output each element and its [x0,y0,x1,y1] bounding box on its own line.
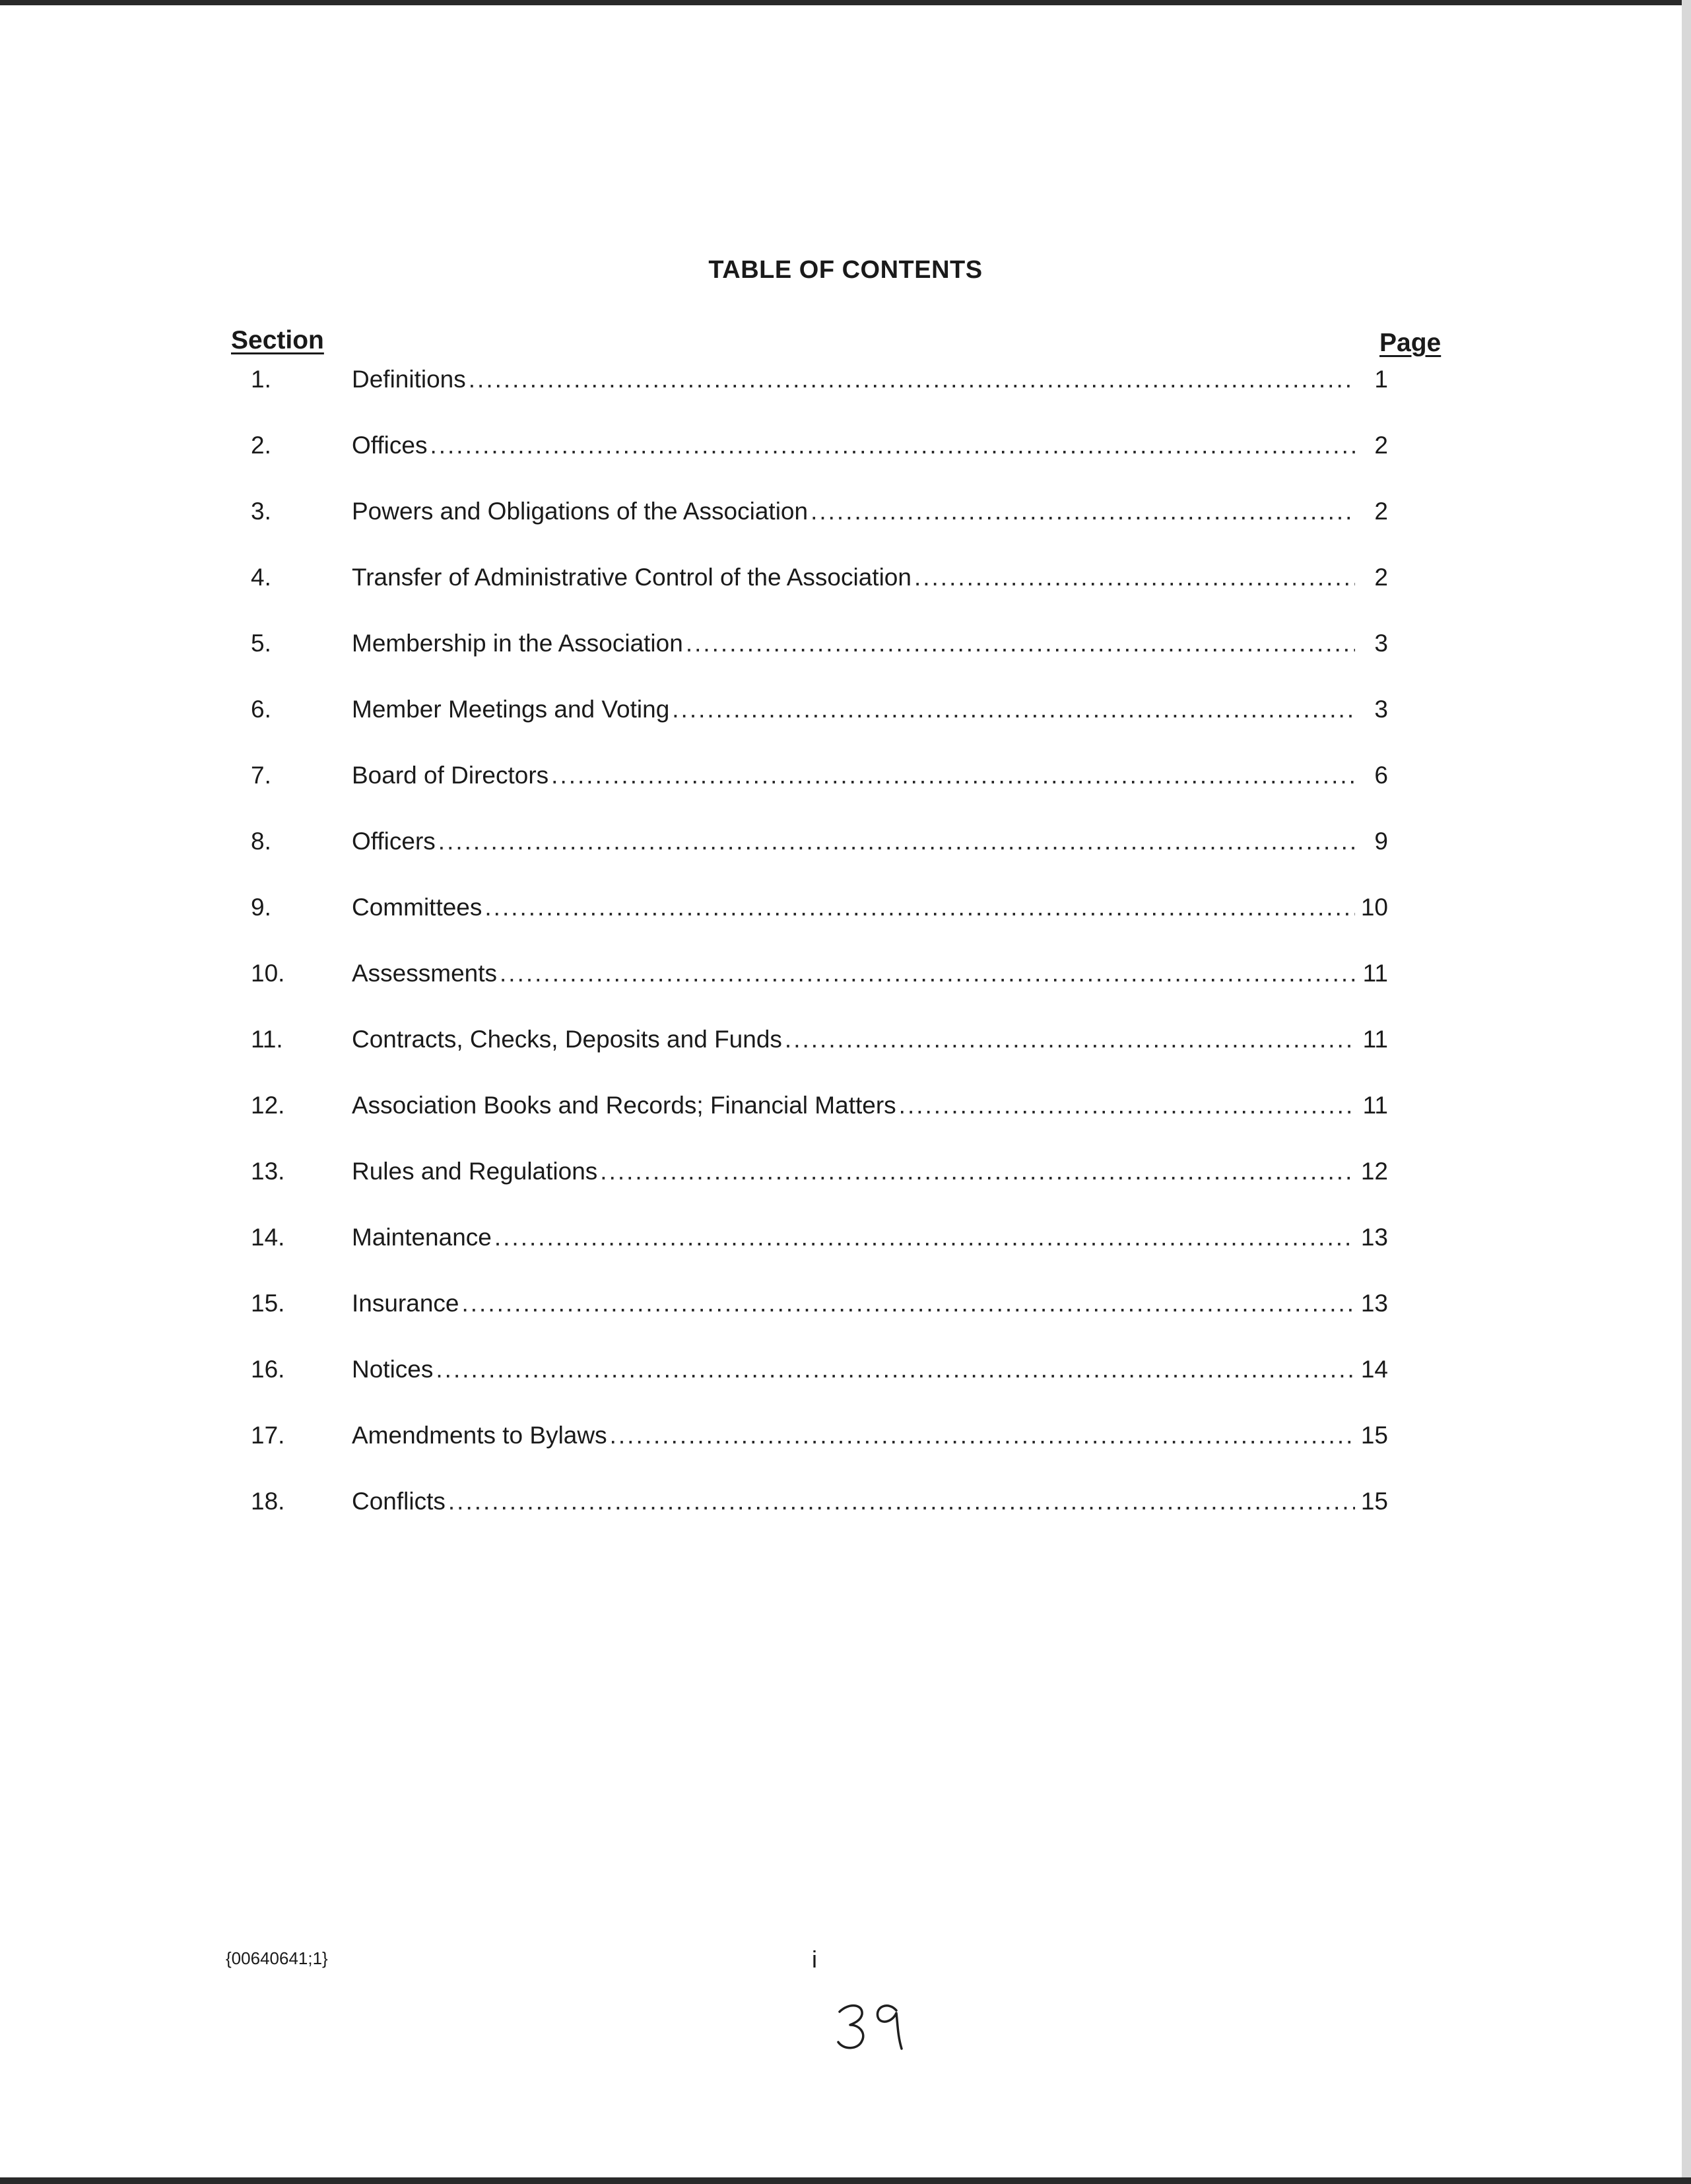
toc-page-number: 2 [1374,564,1388,591]
toc-entry-line [352,690,1388,729]
section-column-header: Section [231,326,324,354]
toc-section-title: Amendments to Bylaws [352,1422,607,1449]
dot-leader [811,492,1355,531]
toc-entry [0,1350,1691,1389]
page-title: TABLE OF CONTENTS [708,256,983,284]
toc-entry [0,492,1691,531]
toc-entry-line [352,1416,1388,1455]
toc-page-number: 3 [1374,696,1388,723]
toc-page-number: 2 [1374,498,1388,525]
toc-section-number: 12. [251,1092,285,1119]
toc-section-title: Insurance [352,1290,459,1317]
toc-entry-line [352,492,1388,531]
toc-section-number: 10. [251,960,285,987]
handwritten-page-number [833,1997,912,2057]
toc-section-number: 7. [251,762,271,789]
toc-page-number: 1 [1374,366,1388,393]
toc-entry [0,1482,1691,1521]
toc-entry-line [352,1482,1388,1521]
toc-entry [0,822,1691,861]
dot-leader [610,1416,1355,1455]
scan-edge-bottom [0,2177,1691,2184]
toc-entry-line [352,624,1388,663]
toc-section-title: Committees [352,894,482,921]
toc-entry-line [352,888,1388,927]
toc-entry-line [352,1020,1388,1059]
page-column-header: Page [1379,329,1442,357]
toc-entry [0,1020,1691,1059]
toc-section-title: Transfer of Administrative Control of the Association [352,564,912,591]
toc-section-title: Membership in the Association [352,630,683,657]
dot-leader [436,1350,1355,1389]
toc-page-number: 2 [1374,432,1388,459]
toc-section-number: 4. [251,564,271,591]
scan-edge-top [0,0,1691,5]
dot-leader [899,1086,1355,1125]
toc-section-title: Definitions [352,366,466,393]
toc-section-title: Contracts, Checks, Deposits and Funds [352,1026,782,1053]
dot-leader [672,690,1355,729]
toc-entry [0,1284,1691,1323]
toc-section-number: 1. [251,366,271,393]
dot-leader [914,558,1355,597]
toc-section-number: 5. [251,630,271,657]
toc-section-number: 8. [251,828,271,855]
toc-entry-line [352,822,1388,861]
page-number: i [812,1946,817,1973]
toc-entry [0,1086,1691,1125]
toc-section-title: Board of Directors [352,762,549,789]
toc-page-number: 15 [1360,1422,1388,1449]
toc-entry-line [352,1350,1388,1389]
toc-page-number: 3 [1374,630,1388,657]
toc-section-number: 3. [251,498,271,525]
toc-entry-line [352,756,1388,795]
toc-section-number: 14. [251,1224,285,1251]
toc-section-title: Notices [352,1356,434,1383]
dot-leader [686,624,1355,663]
toc-entry [0,756,1691,795]
toc-entry [0,888,1691,927]
toc-entry-line [352,1218,1388,1257]
toc-entry-line [352,360,1388,399]
toc-entry [0,954,1691,993]
toc-section-title: Rules and Regulations [352,1158,598,1185]
toc-section-title: Powers and Obligations of the Association [352,498,809,525]
toc-page-number: 13 [1360,1224,1388,1251]
toc-entry [0,1152,1691,1191]
toc-entry-line [352,1086,1388,1125]
dot-leader [551,756,1355,795]
toc-entry-line [352,426,1388,465]
toc-page-number: 14 [1360,1356,1388,1383]
toc-section-title: Assessments [352,960,498,987]
toc-page-number: 15 [1360,1488,1388,1515]
toc-entry [0,1416,1691,1455]
toc-section-number: 18. [251,1488,285,1515]
toc-entry-line [352,1152,1388,1191]
toc-section-title: Member Meetings and Voting [352,696,670,723]
dot-leader [448,1482,1355,1521]
toc-page-number: 11 [1362,960,1388,987]
toc-page-number: 11 [1362,1026,1388,1053]
toc-section-title: Conflicts [352,1488,446,1515]
dot-leader [469,360,1355,399]
toc-page-number: 12 [1360,1158,1388,1185]
toc-section-number: 13. [251,1158,285,1185]
toc-entry [0,1218,1691,1257]
toc-entry-line [352,558,1388,597]
toc-section-number: 2. [251,432,271,459]
toc-section-number: 15. [251,1290,285,1317]
dot-leader [494,1218,1355,1257]
dot-leader [500,954,1355,993]
toc-section-number: 6. [251,696,271,723]
toc-entry [0,426,1691,465]
toc-page-number: 11 [1362,1092,1388,1119]
dot-leader [430,426,1355,465]
toc-section-number: 17. [251,1422,285,1449]
toc-page-number: 13 [1360,1290,1388,1317]
toc-section-number: 16. [251,1356,285,1383]
toc-page-number: 10 [1360,894,1388,921]
toc-entry [0,624,1691,663]
toc-entry [0,690,1691,729]
dot-leader [438,822,1355,861]
toc-entry-line [352,1284,1388,1323]
toc-entry-line [352,954,1388,993]
toc-section-title: Officers [352,828,436,855]
toc-section-title: Association Books and Records; Financial Matters [352,1092,896,1119]
toc-section-number: 9. [251,894,271,921]
toc-entry [0,360,1691,399]
dot-leader [785,1020,1355,1059]
dot-leader [484,888,1355,927]
dot-leader [600,1152,1355,1191]
document-id: {00640641;1} [226,1948,328,1968]
toc-page-number: 9 [1374,828,1388,855]
dot-leader [462,1284,1356,1323]
toc-section-title: Offices [352,432,428,459]
toc-section-number: 11. [251,1026,283,1053]
toc-entry [0,558,1691,597]
toc-page-number: 6 [1374,762,1388,789]
toc-section-title: Maintenance [352,1224,492,1251]
